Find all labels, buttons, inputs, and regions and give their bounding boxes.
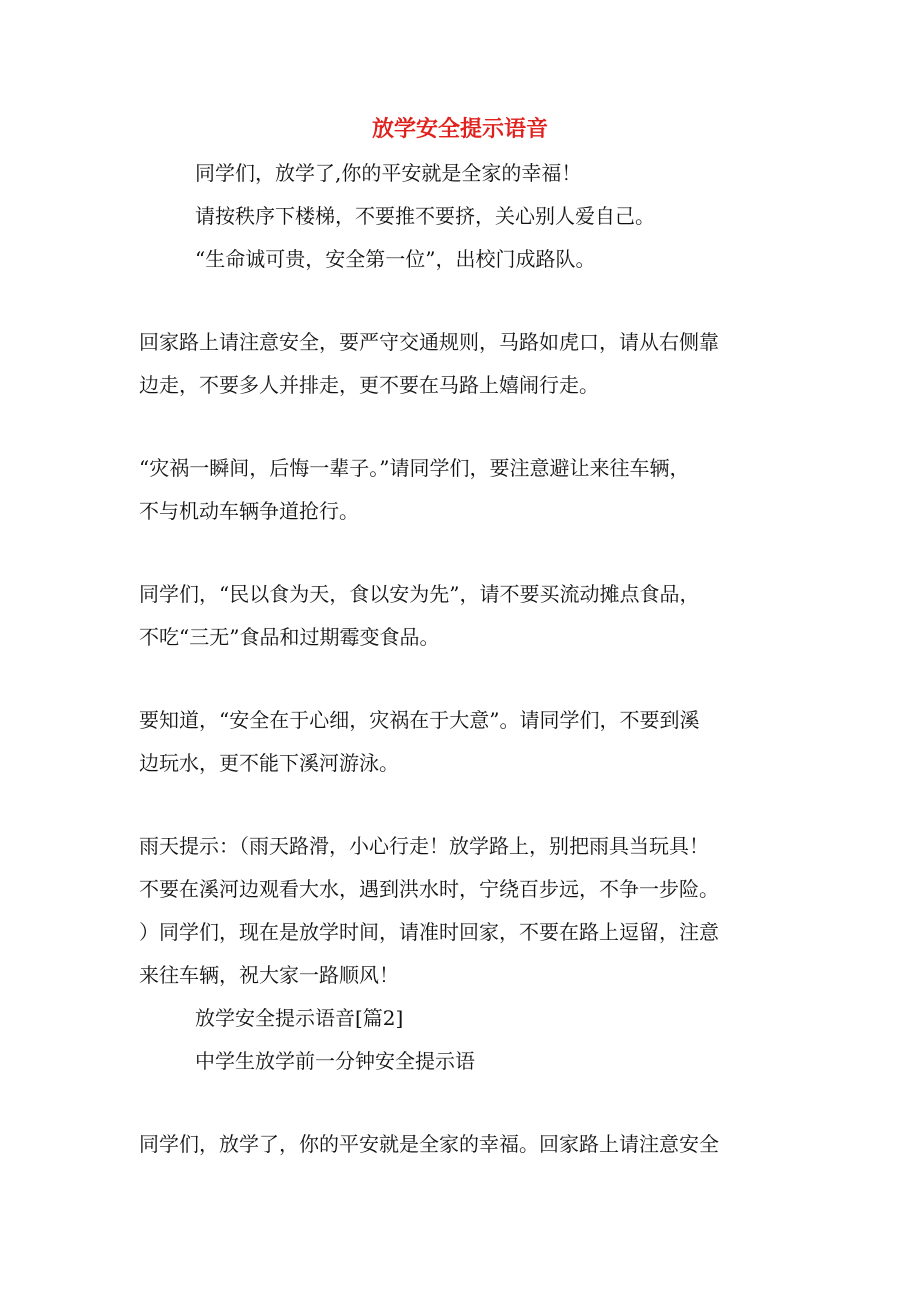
section-subheading: 中学生放学前一分钟安全提示语: [195, 1049, 475, 1073]
paragraph-line: 边玩水，更不能下溪河游泳。: [139, 751, 399, 775]
paragraph-line: 同学们，放学了,你的平安就是全家的幸福！: [195, 161, 582, 185]
paragraph-line: ）同学们，现在是放学时间，请准时回家，不要在路上逗留，注意: [139, 920, 719, 944]
section-heading: 放学安全提示语音[篇2]: [195, 1006, 404, 1030]
paragraph-line: 不与机动车辆争道抢行。: [139, 499, 359, 523]
paragraph-line: 要知道，“安全在于心细，灾祸在于大意”。请同学们，不要到溪: [139, 708, 700, 732]
paragraph-line: 来往车辆，祝大家一路顺风！: [139, 963, 399, 987]
paragraph-line: “生命诚可贵，安全第一位”，出校门成路队。: [195, 247, 596, 271]
paragraph-line: 雨天提示：（雨天路滑，小心行走！放学路上，别把雨具当玩具！: [139, 834, 709, 858]
paragraph-line: 不要在溪河边观看大水，遇到洪水时，宁绕百步远，不争一步险。: [139, 877, 719, 901]
paragraph-line: 同学们，“民以食为天，食以安为先”，请不要买流动摊点食品，: [139, 582, 700, 606]
paragraph-line: 不吃“三无”食品和过期霉变食品。: [139, 625, 440, 649]
paragraph-line: 同学们，放学了，你的平安就是全家的幸福。回家路上请注意安全: [139, 1132, 719, 1156]
paragraph-line: 回家路上请注意安全，要严守交通规则，马路如虎口，请从右侧靠: [139, 330, 719, 354]
paragraph-line: 请按秩序下楼梯，不要推不要挤，关心别人爱自己。: [195, 204, 655, 228]
document-title: 放学安全提示语音: [371, 116, 548, 142]
paragraph-line: 边走，不要多人并排走，更不要在马路上嬉闹行走。: [139, 373, 599, 397]
paragraph-line: “灾祸一瞬间，后悔一辈子。”请同学们，要注意避让来往车辆，: [139, 456, 690, 480]
